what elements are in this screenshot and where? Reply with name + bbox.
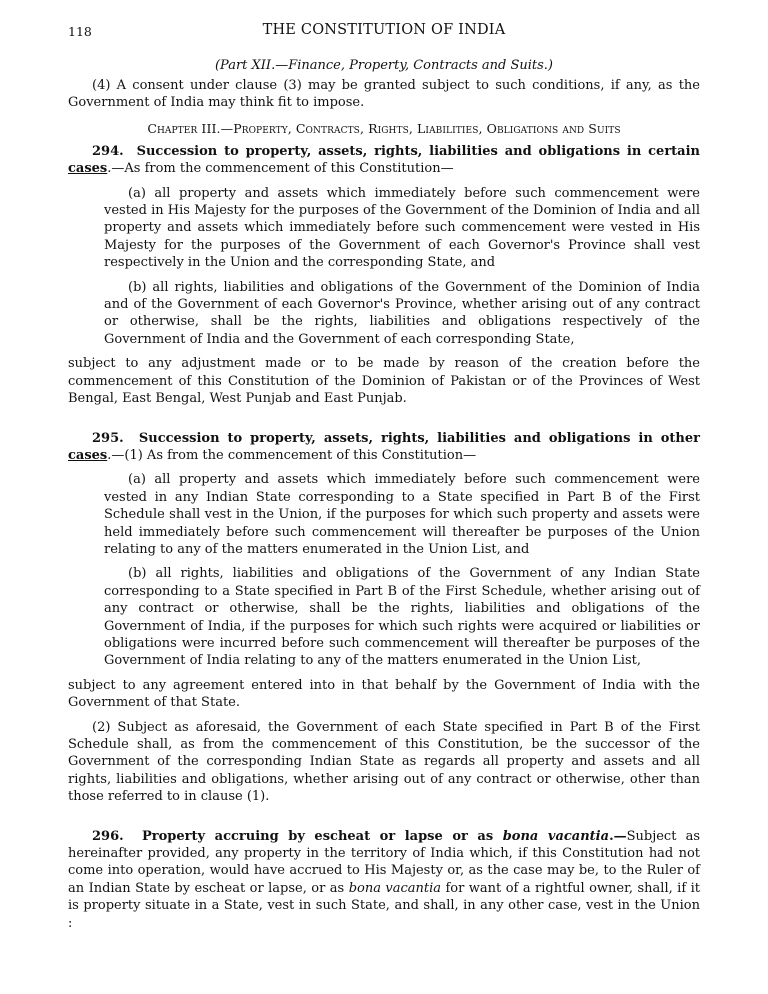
clause-a-label: (a)	[128, 185, 146, 201]
article-296-title-dash: .—	[609, 828, 627, 844]
article-295-clause-2: (2) Subject as aforesaid, the Government of each State specified in Part B of the First Schedule shall, as from the commencement of this Constitution, be the successor of the Government of the corresponding Indian State as regards all property and assets and all rights, liabilities and obligations, whether arising out of any contract or otherwise, other than those referred to in clause (1).	[68, 719, 700, 805]
article-295-closing: subject to any agreement entered into in that behalf by the Government of India with the Government of that State.	[68, 677, 700, 711]
article-294-number: 294.	[92, 143, 124, 159]
article-294-clause-a	[68, 185, 700, 272]
article-295-clause-b	[68, 565, 700, 669]
article-296-text-italic: bona vacantia	[348, 880, 442, 896]
article-294-heading	[68, 143, 700, 178]
chapter-heading: Chapter III.—Property, Contracts, Rights, Liabilities, Obligations and Suits	[147, 120, 621, 136]
article-294-title-end: cases	[68, 161, 108, 177]
clause-b-label: (b)	[128, 279, 147, 295]
article-295-intro: .—(1) As from the commencement of this Constitution—	[107, 447, 477, 463]
article-294-title: Succession to property, assets, rights, liabilities and obligations in certain	[136, 143, 700, 159]
part-heading: (Part XII.—Finance, Property, Contracts and Suits.)	[214, 58, 553, 73]
running-title: THE CONSTITUTION OF INDIA	[262, 22, 506, 38]
article-294-closing: subject to any adjustment made or to be made by reason of the creation before the commencement of this Constitution of the Dominion of Pakistan or of the Provinces of West Bengal, East Bengal, West Punjab and East Punjab.	[68, 356, 700, 407]
article-294-clause-b	[68, 279, 700, 349]
article-296-text-1: Subject as hereinafter provided, any property in the territory of India which, if this Constitution had not come into operation, would have accrued to His Majesty or, as the case may be, to the Ruler of an Indian State by escheat or lapse, or as	[68, 828, 701, 896]
clause-a-text: all property and assets which immediately before such commencement were vested in any Indian State corresponding to a State specified in Part B of the First Schedule shall vest in the Union, if the purposes for which such property and assets were held immediately before such commencement will thereafter be purposes of the Union relating to any of the matters enumerated in the Union List, and	[104, 472, 700, 557]
clause-b-label: (b)	[128, 566, 147, 582]
article-296-text-2: for want of a rightful owner, shall, if it is property situate in a State, vest in such State, and shall, in any other case, vest in the Union :	[68, 880, 700, 931]
clause-b-text: all rights, liabilities and obligations of the Government of any Indian State corresponding to a State specified in Part B of the First Schedule, whether arising out of any contract or otherwise, shall be the rights, liabilities and obligations of the Government of India, if the purposes for which such rights were acquired or liabilities or obligations were incurred before such commencement will thereafter be purposes of the Government of India relating to any of the matters enumerated in the Union List,	[104, 566, 700, 669]
clause-b-text: all rights, liabilities and obligations of the Government of the Dominion of India and of the Government of each Governor's Province, whether arising out of any contract or otherwise, shall be the rights, liabilities and obligations respectively of the Government of India and the Government of each corresponding State,	[104, 279, 700, 347]
document-page	[68, 22, 700, 932]
article-296-number: 296.	[92, 828, 124, 844]
clause-a-text: all property and assets which immediately before such commencement were vested in His Majesty for the purposes of the Government of the Dominion of India and all property and assets which immediately before such commencement were vested in His Majesty for the purposes of the Government of each Governor's Province shall vest respectively in the Union and the corresponding State, and	[104, 185, 700, 271]
page-header	[68, 22, 700, 44]
clause-4-text: (4) A consent under clause (3) may be granted subject to such conditions, if any, as the Government of India may think fit to impose.	[68, 78, 700, 111]
article-296-title-italic: bona vacantia	[502, 828, 610, 844]
article-295-title: Succession to property, assets, rights, liabilities and obligations in other	[138, 430, 701, 446]
article-295-heading	[68, 430, 700, 465]
article-295-number: 295.	[92, 430, 124, 446]
article-296-paragraph	[68, 828, 700, 932]
article-295-clause-a	[68, 471, 700, 558]
article-294-intro: .—As from the commencement of this Constitution—	[107, 161, 454, 177]
page-number: 118	[68, 24, 92, 39]
clause-a-label: (a)	[128, 472, 146, 488]
article-296-title: Property accruing by escheat or lapse or as	[142, 828, 503, 844]
article-295-title-end: cases	[68, 447, 108, 463]
